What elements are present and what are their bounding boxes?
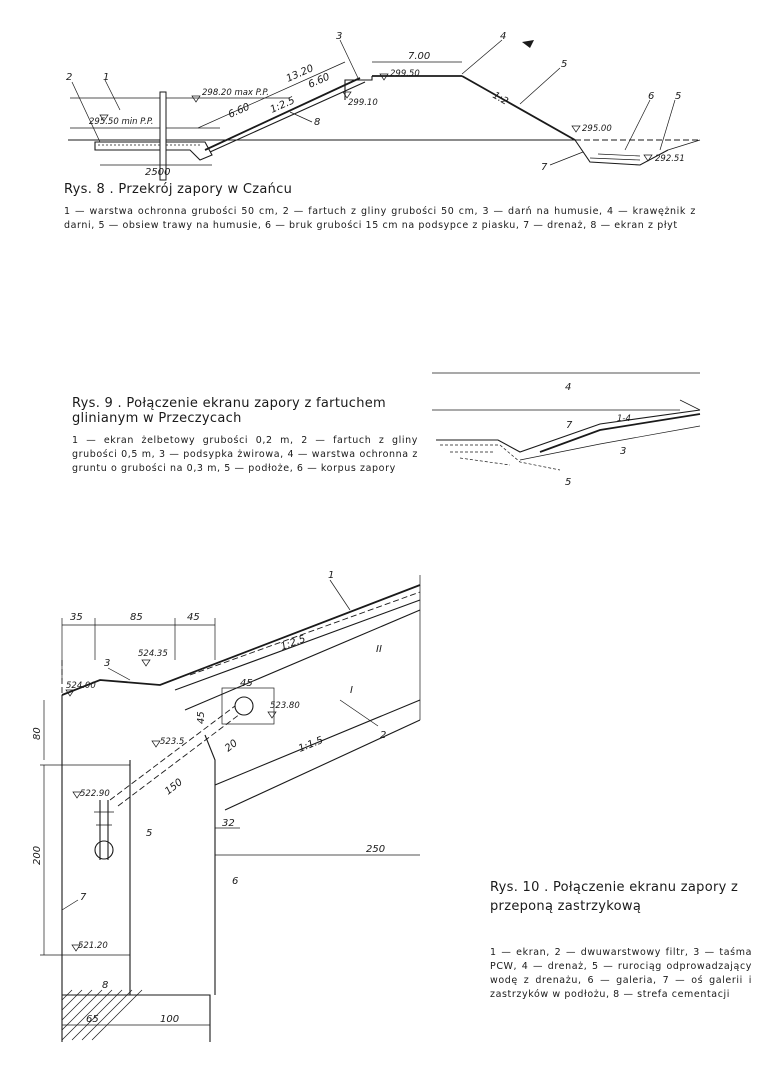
zone-II: II bbox=[376, 644, 382, 655]
fig9-callout-5: 5 bbox=[565, 477, 572, 488]
crest-level-label: 299.50 bbox=[390, 69, 420, 79]
fig9-callout-1-4: 1-4 bbox=[617, 414, 631, 424]
level-523-5: 523.5 bbox=[160, 737, 185, 747]
fig8-caption: Rys. 8 . Przekrój zapory w Czańcu bbox=[64, 182, 293, 197]
cementation-hatch bbox=[62, 990, 142, 1040]
dim-45: 45 bbox=[187, 612, 200, 623]
callout-3: 3 bbox=[336, 31, 343, 42]
dim-200-label: 200 bbox=[32, 845, 43, 865]
min-level-label: 295.50 min P.P. bbox=[89, 117, 154, 127]
dim-32-label: 32 bbox=[222, 818, 235, 829]
drain-box bbox=[222, 688, 274, 724]
fig10-callout-1: 1 bbox=[328, 570, 335, 581]
fig10-callout-6: 6 bbox=[232, 876, 239, 887]
callout-1: 1 bbox=[103, 72, 110, 83]
fig9-callout-4: 4 bbox=[565, 382, 572, 393]
dim-20-label: 20 bbox=[223, 737, 240, 755]
fig10-legend: 1 — ekran, 2 — dwuwarstwowy filtr, 3 — taśma PCW, 4 — drenaż, 5 — rurociąg odprowadzający wodę z drenażu, 6 — galeria, 7 — oś galerii i zastrzyków w podłożu, 8 — strefa cementacji bbox=[490, 947, 752, 1000]
level-icon bbox=[142, 660, 150, 666]
dim-45c: 45 bbox=[196, 711, 207, 724]
leader-7 bbox=[62, 900, 78, 910]
dim-65-label: 65 bbox=[86, 1014, 99, 1025]
riser-pipe bbox=[100, 800, 108, 860]
callout-8: 8 bbox=[314, 117, 321, 128]
fig10-callout-8: 8 bbox=[102, 980, 109, 991]
level-524-00: 524.00 bbox=[66, 681, 96, 691]
dim-85: 85 bbox=[130, 612, 143, 623]
fig9-legend: 1 — ekran żelbetowy grubości 0,2 m, 2 — fartuch z gliny grubości 0,5 m, 3 — podsypka żwirowa, 4 — warstwa ochronna z gruntu o grubości na 0,3 m, 5 — podłoże, 6 — korpus zapory bbox=[72, 435, 418, 474]
callout-7: 7 bbox=[541, 162, 548, 173]
leader-3 bbox=[108, 668, 130, 680]
screen-dashed bbox=[190, 592, 420, 675]
dim-100-label: 100 bbox=[160, 1014, 180, 1025]
dim-250-label: 250 bbox=[366, 844, 386, 855]
callout-4: 4 bbox=[500, 31, 507, 42]
dim-150-label: 150 bbox=[163, 776, 185, 798]
fig9-callout-3: 3 bbox=[620, 446, 627, 457]
slope-ratio-label: 1:2.5 bbox=[268, 95, 297, 116]
pump-icon bbox=[95, 841, 113, 859]
filter-top bbox=[185, 610, 420, 710]
level-524-35: 524.35 bbox=[138, 649, 168, 659]
lower-slope bbox=[225, 720, 420, 810]
level-icon bbox=[152, 741, 160, 747]
leader-1 bbox=[330, 580, 350, 610]
level-icon bbox=[268, 712, 276, 718]
segment-label: 6.60 bbox=[226, 101, 252, 121]
zone-I: I bbox=[350, 685, 353, 696]
max-level-label: 298.20 max P.P. bbox=[202, 88, 269, 98]
leader-2 bbox=[340, 700, 378, 726]
drain-pipe bbox=[235, 697, 253, 715]
valve-icon bbox=[94, 812, 114, 825]
slope-top: 1:2.5 bbox=[279, 633, 308, 653]
level-523-80: 523.80 bbox=[270, 701, 300, 711]
fig9-callout-7: 7 bbox=[566, 420, 573, 431]
downstream-ratio-label: 1:2 bbox=[490, 90, 510, 108]
callout-5: 5 bbox=[561, 59, 568, 70]
level-521-20: 521.20 bbox=[78, 941, 108, 951]
gallery-walls bbox=[62, 695, 215, 1042]
low-level-label: 292.51 bbox=[655, 154, 685, 164]
dim-35: 35 bbox=[70, 612, 83, 623]
dim-80-label: 80 bbox=[32, 727, 43, 740]
crest-width-label: 7.00 bbox=[408, 51, 431, 62]
fig10-callout-3: 3 bbox=[104, 658, 111, 669]
fig10-callout-2: 2 bbox=[380, 730, 387, 741]
fig10-callout-5: 5 bbox=[146, 828, 153, 839]
drain-pipe-line bbox=[118, 714, 240, 806]
fig9-caption: Rys. 9 . Połączenie ekranu zapory z fartuchem glinianym w Przeczycach bbox=[72, 396, 387, 426]
fig10-caption: Rys. 10 . Połączenie ekranu zapory z przeponą zastrzykową bbox=[490, 880, 739, 914]
callout-5b: 5 bbox=[675, 91, 682, 102]
slope-mid: 1:1.5 bbox=[297, 734, 325, 755]
callout-6: 6 bbox=[648, 91, 655, 102]
dim-45b: 45 bbox=[240, 678, 253, 689]
segment-label: 6.60 bbox=[306, 71, 332, 91]
apron-width-label: 2500 bbox=[145, 167, 171, 178]
fig8-legend: 1 — warstwa ochronna grubości 50 cm, 2 — fartuch z gliny grubości 50 cm, 3 — darń na humusie, 4 — krawężnik z darni, 5 — obsiew trawy na humusie, 6 — bruk grubości 15 cm na podsypce z piasku, 7 — drenaż, 8 — ekran z płyt bbox=[64, 206, 696, 231]
level-522-90: 522.90 bbox=[80, 789, 110, 799]
wall-level-label: 299.10 bbox=[348, 98, 378, 108]
callout-2: 2 bbox=[66, 72, 73, 83]
toe-level-label: 295.00 bbox=[582, 124, 612, 134]
fig10-callout-7: 7 bbox=[80, 892, 87, 903]
slope-length-label: 13.20 bbox=[284, 63, 316, 85]
